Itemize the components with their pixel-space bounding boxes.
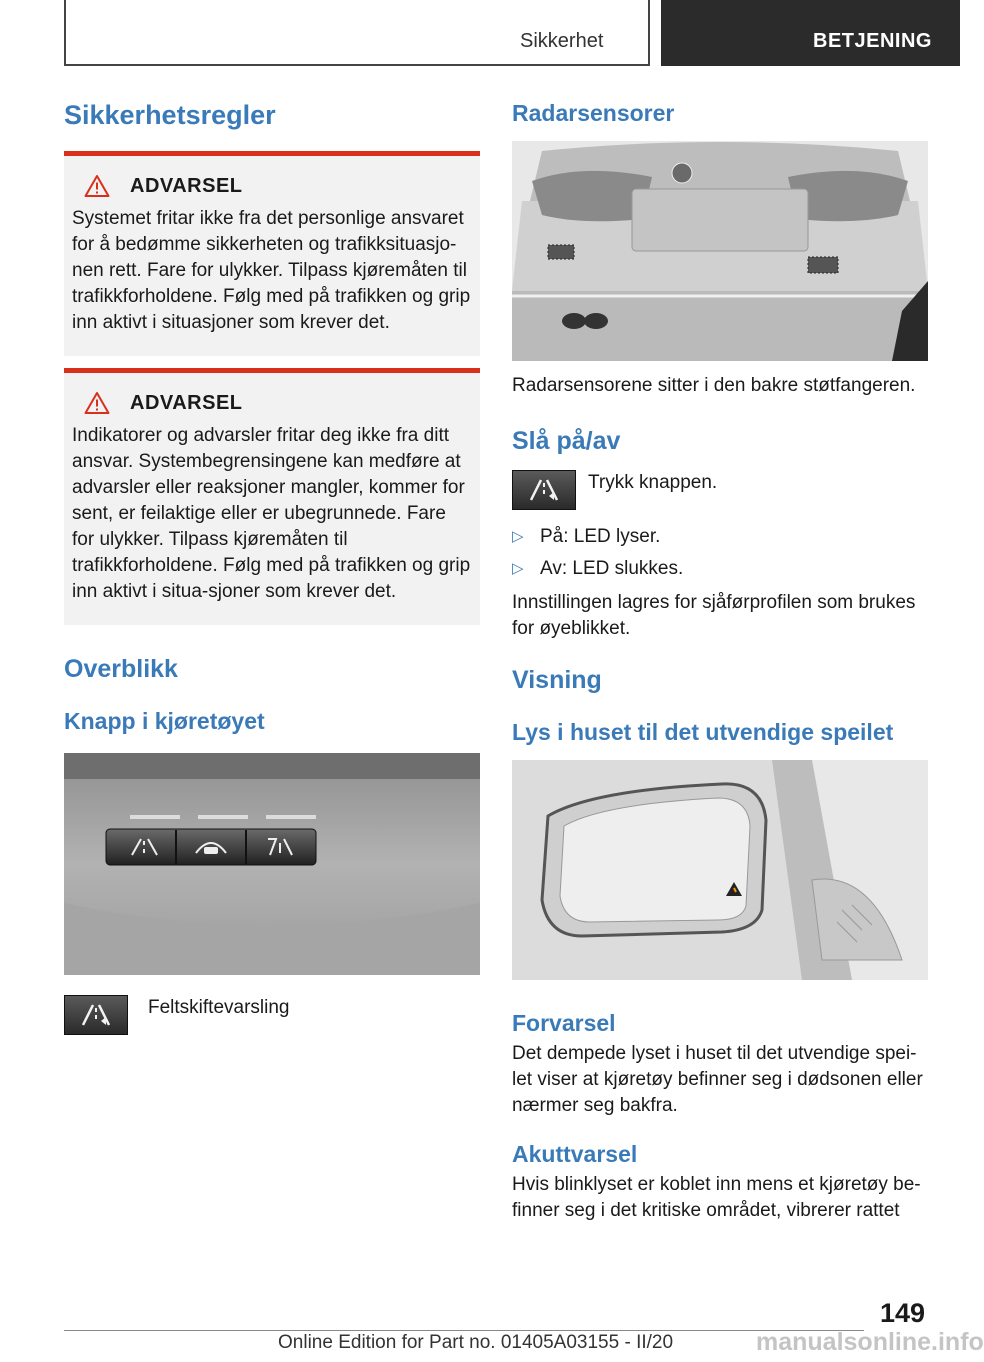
footer-edition: Online Edition for Part no. 01405A03155 - II/20 bbox=[278, 1332, 674, 1353]
onoff-text: Trykk knappen. bbox=[588, 472, 718, 493]
button-caption-row bbox=[64, 995, 480, 1035]
acute-warning-title: Akuttvarsel bbox=[512, 1141, 638, 1167]
mirror-title: Lys i huset til det utvendige speilet bbox=[512, 719, 894, 745]
onoff-row bbox=[512, 470, 928, 510]
warning-title-2: ADVARSEL bbox=[130, 391, 243, 414]
prewarning-text: Det dempede lyset i huset til det utvendige spei-let viser at kjøretøy befinner seg i dødsonen eller nærmer seg bakfra. bbox=[512, 1043, 923, 1116]
onoff-title: Slå på/av bbox=[512, 427, 621, 455]
warning-text-1: Systemet fritar ikke fra det personlige ansvaret for å bedømme sikkerheten og trafikksituasjo-nen rett. Fare for ulykker. Tilpass kjøremåten til trafikkforholdene. Følg med på trafikken og grip inn aktivt i situasjoner som krever det. bbox=[72, 208, 471, 333]
header-chapter: BETJENING bbox=[661, 0, 960, 66]
warning-box-1 bbox=[64, 151, 480, 356]
triangle-bullet-icon: ▷ bbox=[512, 528, 524, 545]
lane-change-warning-icon bbox=[64, 995, 128, 1035]
watermark: manualsonline.info bbox=[756, 1328, 984, 1356]
profile-text: Innstillingen lagres for sjåførprofilen som brukes for øyeblikket. bbox=[512, 592, 916, 639]
right-column bbox=[512, 100, 928, 1224]
warning-triangle-icon bbox=[84, 174, 110, 198]
button-panel-photo bbox=[64, 753, 480, 975]
overview-title: Overblikk bbox=[64, 655, 178, 683]
warning-title-1: ADVARSEL bbox=[130, 174, 243, 197]
acute-warning-text: Hvis blinklyset er koblet inn mens et kjøretøy be-finner seg i det kritiske området, vibrerer rattet bbox=[512, 1174, 921, 1221]
radar-caption: Radarsensorene sitter i den bakre støtfangeren. bbox=[512, 375, 916, 396]
list-item: ▷ På: LED lyser. bbox=[512, 524, 928, 550]
status-list bbox=[512, 524, 928, 582]
lane-change-warning-icon bbox=[512, 470, 576, 510]
rear-bumper-photo bbox=[512, 141, 928, 361]
safety-title: Sikkerhetsregler bbox=[64, 100, 276, 130]
display-title: Visning bbox=[512, 666, 602, 694]
button-caption: Feltskiftevarsling bbox=[148, 997, 290, 1018]
warning-text-2: Indikatorer og advarsler fritar deg ikke fra ditt ansvar. Systembegrensingene kan medføre at advarsler eller reaksjoner mangler, kommer for sent, er feilaktige eller er ubegrunnede. Fare for ulykker. Tilpass kjøremåten til trafikkforholdene. Følg med på trafikken og grip inn aktivt i situa-sjoner som krever det. bbox=[72, 425, 471, 602]
prewarning-title: Forvarsel bbox=[512, 1010, 616, 1036]
warning-triangle-icon bbox=[84, 391, 110, 415]
header-section: Sikkerhet bbox=[520, 30, 604, 52]
radar-title: Radarsensorer bbox=[512, 100, 675, 126]
footer-divider bbox=[64, 1330, 864, 1331]
triangle-bullet-icon: ▷ bbox=[512, 560, 524, 577]
button-section-title: Knapp i kjøretøyet bbox=[64, 708, 265, 734]
list-item: ▷ Av: LED slukkes. bbox=[512, 556, 928, 582]
left-column bbox=[64, 100, 480, 1035]
mirror-photo bbox=[512, 760, 928, 980]
warning-box-2 bbox=[64, 368, 480, 625]
page-number: 149 bbox=[880, 1298, 926, 1328]
